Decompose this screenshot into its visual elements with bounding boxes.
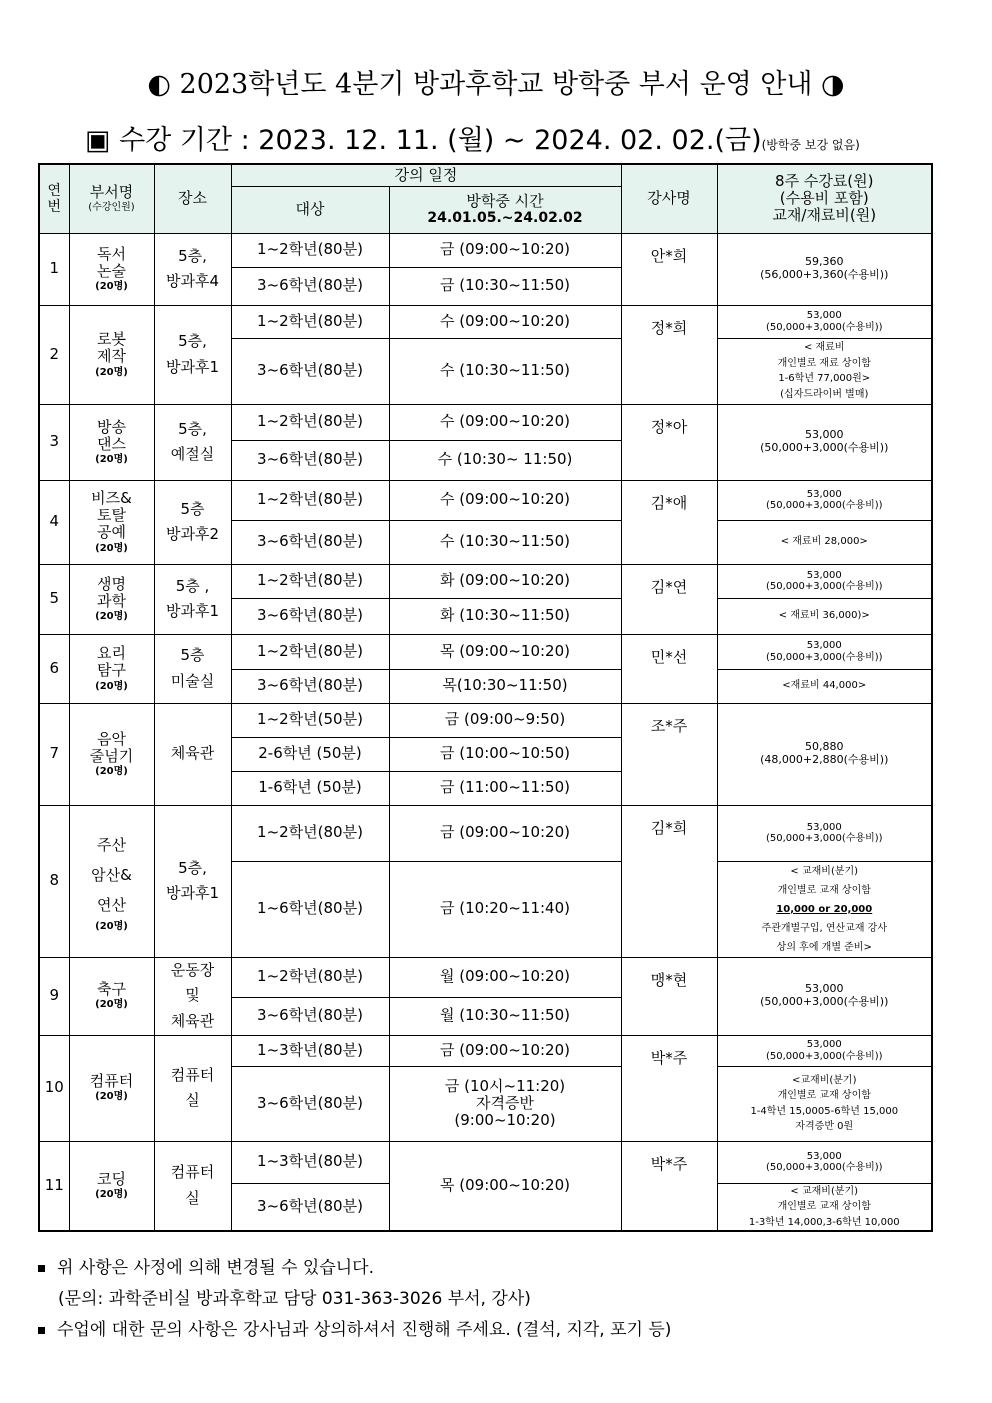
header-fee-2: (수용비 포함) [779,189,869,208]
header-time-label: 방학중 시간 [466,191,544,210]
course-name-text: 생명 과학 [97,574,126,610]
table-row [39,233,932,267]
course-time: 금 (09:00~10:20) [389,805,621,861]
course-name [69,564,154,634]
course-time: 금 (09:00~9:50) [389,703,621,737]
course-target: 3~6학년(80분) [231,440,389,480]
header-place: 장소 [154,164,231,233]
course-target: 3~6학년(80분) [231,669,389,703]
course-place: 5층 , 방과후1 [154,564,231,634]
course-teacher: 김*희 [621,805,717,957]
course-teacher: 박*주 [621,1035,717,1141]
course-time: 월 (10:30~11:50) [389,997,621,1035]
course-name [69,480,154,564]
course-target: 1~2학년(50분) [231,703,389,737]
course-place: 5층 미술실 [154,634,231,703]
course-time: 수 (09:00~10:20) [389,305,621,338]
course-fee: 53,000 (50,000+3,000(수용비)) [717,564,932,598]
table-row [39,1035,932,1066]
table-row [39,703,932,737]
course-capacity: (20명) [95,766,128,777]
course-time: 화 (10:30~11:50) [389,598,621,634]
course-number: 2 [39,305,69,404]
course-target: 1~2학년(80분) [231,805,389,861]
header-fee [717,164,932,233]
course-time: 목 (09:00~10:20) [389,1141,621,1231]
course-target: 1~2학년(80분) [231,634,389,669]
material-bottom: 주관개별구입, 연산교재 강사 상의 후에 개별 준비> [761,922,887,953]
table-row [39,404,932,440]
note-3-text: 수업에 대한 문의 사항은 강사님과 상의하셔서 진행해 주세요. (결석, 지각, 포기 등) [57,1320,672,1340]
course-material: < 재료비 개인별로 재료 상이함 1-6학년 77,000원> (십자드라이버 별매) [717,338,932,404]
course-time: 수 (10:30~11:50) [389,520,621,564]
course-target: 3~6학년(80분) [231,598,389,634]
notes [38,1253,671,1346]
course-material: <재료비 44,000> [717,669,932,703]
course-fee: 53,000 (50,000+3,000(수용비)) [717,634,932,669]
course-target: 3~6학년(80분) [231,1183,389,1231]
course-target: 3~6학년(80분) [231,997,389,1035]
course-period-note: (방학중 보강 없음) [761,138,860,152]
header-schedule: 강의 일정 [231,164,621,186]
course-teacher: 맹*현 [621,957,717,1035]
course-fee: 53,000 (50,000+3,000(수용비)) [717,1141,932,1183]
course-name-text: 방송 댄스 [97,417,126,453]
course-teacher: 조*주 [621,703,717,805]
table-row [39,305,932,338]
course-time: 금 (09:00~10:20) [389,1035,621,1066]
course-name [69,805,154,957]
course-fee: 53,000 (50,000+3,000(수용비)) [717,805,932,861]
course-number: 7 [39,703,69,805]
header-time-sub: 24.01.05.~24.02.02 [427,210,583,227]
header-fee-3: 교재/재료비(원) [772,206,877,225]
course-material: < 재료비 36,000)> [717,598,932,634]
note-1 [38,1253,671,1284]
header-time [389,186,621,233]
course-name-text: 비즈& 토탈 공예 [91,488,132,542]
course-fee: 53,000 (50,000+3,000(수용비)) [717,305,932,338]
table-row [39,805,932,861]
course-time: 금 (10:00~10:50) [389,737,621,771]
course-material [717,861,932,957]
header-no: 연번 [39,164,69,233]
course-target: 1~2학년(80분) [231,480,389,520]
course-target: 1~2학년(80분) [231,957,389,997]
course-teacher: 정*희 [621,305,717,404]
course-place: 5층, 예절실 [154,404,231,480]
course-name-text: 주산 암산& 연산 [91,835,132,914]
course-fee: 53,000 (50,000+3,000(수용비)) [717,404,932,480]
course-time: 금 (10:30~11:50) [389,267,621,305]
course-material: <교재비(분기) 개인별로 교재 상이함 1-4학년 15,0005-6학년 15,000 자격증반 0원 [717,1066,932,1141]
course-place: 5층, 방과후1 [154,305,231,404]
course-time: 금 (10:20~11:40) [389,861,621,957]
table-row [39,634,932,669]
bullet-icon [38,1327,45,1334]
course-number: 1 [39,233,69,305]
course-name [69,1035,154,1141]
table-row [39,564,932,598]
course-name [69,404,154,480]
course-time: 수 (09:00~10:20) [389,404,621,440]
course-name [69,703,154,805]
course-time: 수 (09:00~10:20) [389,480,621,520]
material-amount: 10,000 or 20,000 [776,903,873,915]
course-target: 1~2학년(80분) [231,564,389,598]
course-name [69,305,154,404]
course-name-text: 축구 [97,980,126,999]
course-name [69,634,154,703]
course-place: 운동장 및 체육관 [154,957,231,1035]
course-place: 5층, 방과후4 [154,233,231,305]
course-number: 10 [39,1035,69,1141]
course-capacity: (20명) [95,281,128,292]
course-capacity: (20명) [95,1091,128,1103]
course-teacher: 김*애 [621,480,717,564]
course-capacity: (20명) [95,454,128,465]
course-teacher: 정*아 [621,404,717,480]
course-number: 9 [39,957,69,1035]
course-capacity: (20명) [95,680,128,692]
header-name-sub: (수강인원) [88,201,135,213]
course-teacher: 민*선 [621,634,717,703]
course-target: 1~2학년(80분) [231,305,389,338]
course-target: 3~6학년(80분) [231,267,389,305]
course-time: 금 (10시~11:20) 자격증반 (9:00~10:20) [389,1066,621,1141]
course-material: < 재료비 28,000> [717,520,932,564]
course-name-text: 로봇 제작 [97,330,126,366]
table-row [39,480,932,520]
bullet-icon [38,1265,45,1272]
course-teacher: 김*연 [621,564,717,634]
course-number: 5 [39,564,69,634]
course-number: 8 [39,805,69,957]
course-fee: 53,000 (50,000+3,000(수용비)) [717,1035,932,1066]
course-place: 컴퓨터 실 [154,1035,231,1141]
header-name-label: 부서명 [89,183,134,202]
course-target: 3~6학년(80분) [231,520,389,564]
course-target: 1~6학년(80분) [231,861,389,957]
course-capacity: (20명) [95,999,128,1011]
course-time: 화 (09:00~10:20) [389,564,621,598]
course-target: 3~6학년(80분) [231,1066,389,1141]
course-fee: 50,880 (48,000+2,880(수용비)) [717,703,932,805]
course-material: < 교재비(분기) 개인별로 교재 상이함 1-3학년 14,000,3-6학년 10,000 [717,1183,932,1231]
course-target: 1~3학년(80분) [231,1035,389,1066]
note-3 [38,1315,671,1346]
course-time: 목(10:30~11:50) [389,669,621,703]
course-target: 1~2학년(80분) [231,404,389,440]
course-place: 5층 방과후2 [154,480,231,564]
course-time: 금 (09:00~10:20) [389,233,621,267]
course-name [69,957,154,1035]
header-fee-1: 8주 수강료(원) [775,171,874,190]
course-name [69,233,154,305]
table-row [39,957,932,997]
course-name-text: 코딩 [97,1169,126,1188]
course-teacher: 박*주 [621,1141,717,1231]
course-fee: 59,360 (56,000+3,360(수용비)) [717,233,932,305]
course-target: 1~3학년(80분) [231,1141,389,1183]
material-top: < 교재비(분기) 개인별로 교재 상이함 [777,865,871,896]
course-place: 체육관 [154,703,231,805]
course-target: 2-6학년 (50분) [231,737,389,771]
course-target: 3~6학년(80분) [231,338,389,404]
course-capacity: (20명) [95,542,128,554]
course-time: 월 (09:00~10:20) [389,957,621,997]
header-target: 대상 [231,186,389,233]
course-fee: 53,000 (50,000+3,000(수용비)) [717,957,932,1035]
course-period-label: ▣ 수강 기간 : 2023. 12. 11. (월) ~ 2024. 02. 02.(금) [85,125,762,156]
course-name-text: 컴퓨터 [89,1072,134,1091]
course-capacity: (20명) [95,920,128,932]
course-number: 11 [39,1141,69,1231]
course-teacher: 안*희 [621,233,717,305]
course-name-text: 독서 논술 [97,244,126,280]
note-1-text: 위 사항은 사정에 의해 변경될 수 있습니다. [57,1258,375,1278]
course-capacity: (20명) [95,366,128,378]
schedule-table [38,163,933,1232]
header-teacher: 강사명 [621,164,717,233]
course-name [69,1141,154,1231]
course-number: 3 [39,404,69,480]
course-capacity: (20명) [95,1189,128,1201]
course-place: 5층, 방과후1 [154,805,231,957]
note-2: (문의: 과학준비실 방과후학교 담당 031-363-3026 부서, 강사) [58,1289,531,1309]
course-time: 목 (09:00~10:20) [389,634,621,669]
course-fee: 53,000 (50,000+3,000(수용비)) [717,480,932,520]
course-number: 4 [39,480,69,564]
page-title: ◐ 2023학년도 4분기 방과후학교 방학중 부서 운영 안내 ◑ [147,69,845,100]
course-target: 1~2학년(80분) [231,233,389,267]
course-number: 6 [39,634,69,703]
header-name [69,164,154,233]
course-place: 컴퓨터 실 [154,1141,231,1231]
course-period [85,118,860,157]
course-target: 1-6학년 (50분) [231,771,389,805]
course-time: 금 (11:00~11:50) [389,771,621,805]
course-time: 수 (10:30~11:50) [389,338,621,404]
course-name-text: 음악 줄넘기 [89,729,134,765]
course-capacity: (20명) [95,611,128,622]
table-row [39,1141,932,1183]
course-time: 수 (10:30~ 11:50) [389,440,621,480]
course-name-text: 요리 탐구 [97,644,126,680]
